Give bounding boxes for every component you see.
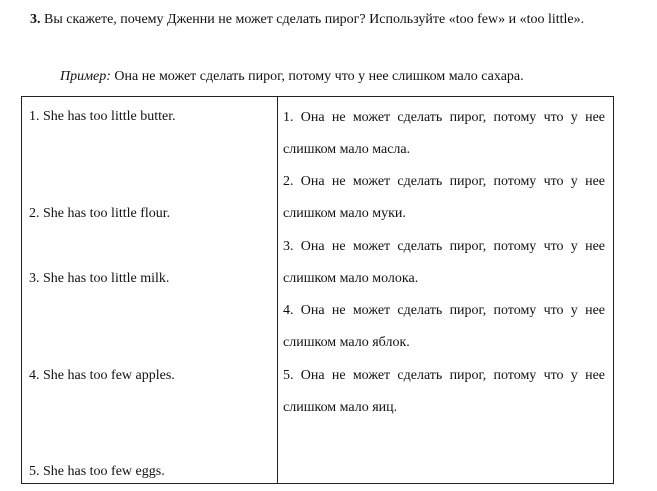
russian-sentence-3	[283, 231, 605, 295]
russian-sentence-1-line1: 1. Она не может сделать пирог, потому что у нее	[283, 110, 605, 125]
russian-sentence-4	[283, 295, 605, 359]
task-number: 3.	[30, 12, 41, 27]
russian-sentence-1-line2: слишком мало масла.	[283, 142, 411, 157]
russian-sentence-3-line2: слишком мало молока.	[283, 271, 419, 286]
russian-sentence-4-line1: 4. Она не может сделать пирог, потому что у нее	[283, 303, 605, 318]
table-column-divider	[277, 97, 278, 483]
english-sentence-5: 5. She has too few eggs.	[29, 464, 165, 479]
example-text: Она не может сделать пирог, потому что у нее слишком мало сахара.	[114, 69, 524, 84]
russian-sentence-2-line1: 2. Она не может сделать пирог, потому что у нее	[283, 174, 605, 189]
english-sentence-2: 2. She has too little flour.	[29, 206, 171, 221]
russian-sentence-4-line2: слишком мало яблок.	[283, 335, 410, 350]
answer-table	[21, 96, 614, 484]
russian-sentence-2-line2: слишком мало муки.	[283, 206, 406, 221]
russian-sentence-1	[283, 102, 605, 166]
english-sentence-3: 3. She has too little milk.	[29, 271, 170, 286]
russian-sentence-2	[283, 166, 605, 230]
task-instruction	[30, 6, 614, 33]
task-text: Вы скажете, почему Дженни не может сделать пирог? Используйте «too few» и «too little».	[44, 12, 585, 27]
english-sentence-1: 1. She has too little butter.	[29, 109, 176, 124]
russian-sentence-3-line1: 3. Она не может сделать пирог, потому что у нее	[283, 239, 605, 254]
example-label: Пример:	[60, 69, 111, 84]
russian-sentence-5-line2: слишком мало яиц.	[283, 400, 398, 415]
example-sentence	[60, 67, 524, 87]
russian-sentence-5-line1: 5. Она не может сделать пирог, потому что у нее	[283, 368, 605, 383]
russian-sentence-5	[283, 360, 605, 424]
english-sentence-4: 4. She has too few apples.	[29, 368, 175, 383]
